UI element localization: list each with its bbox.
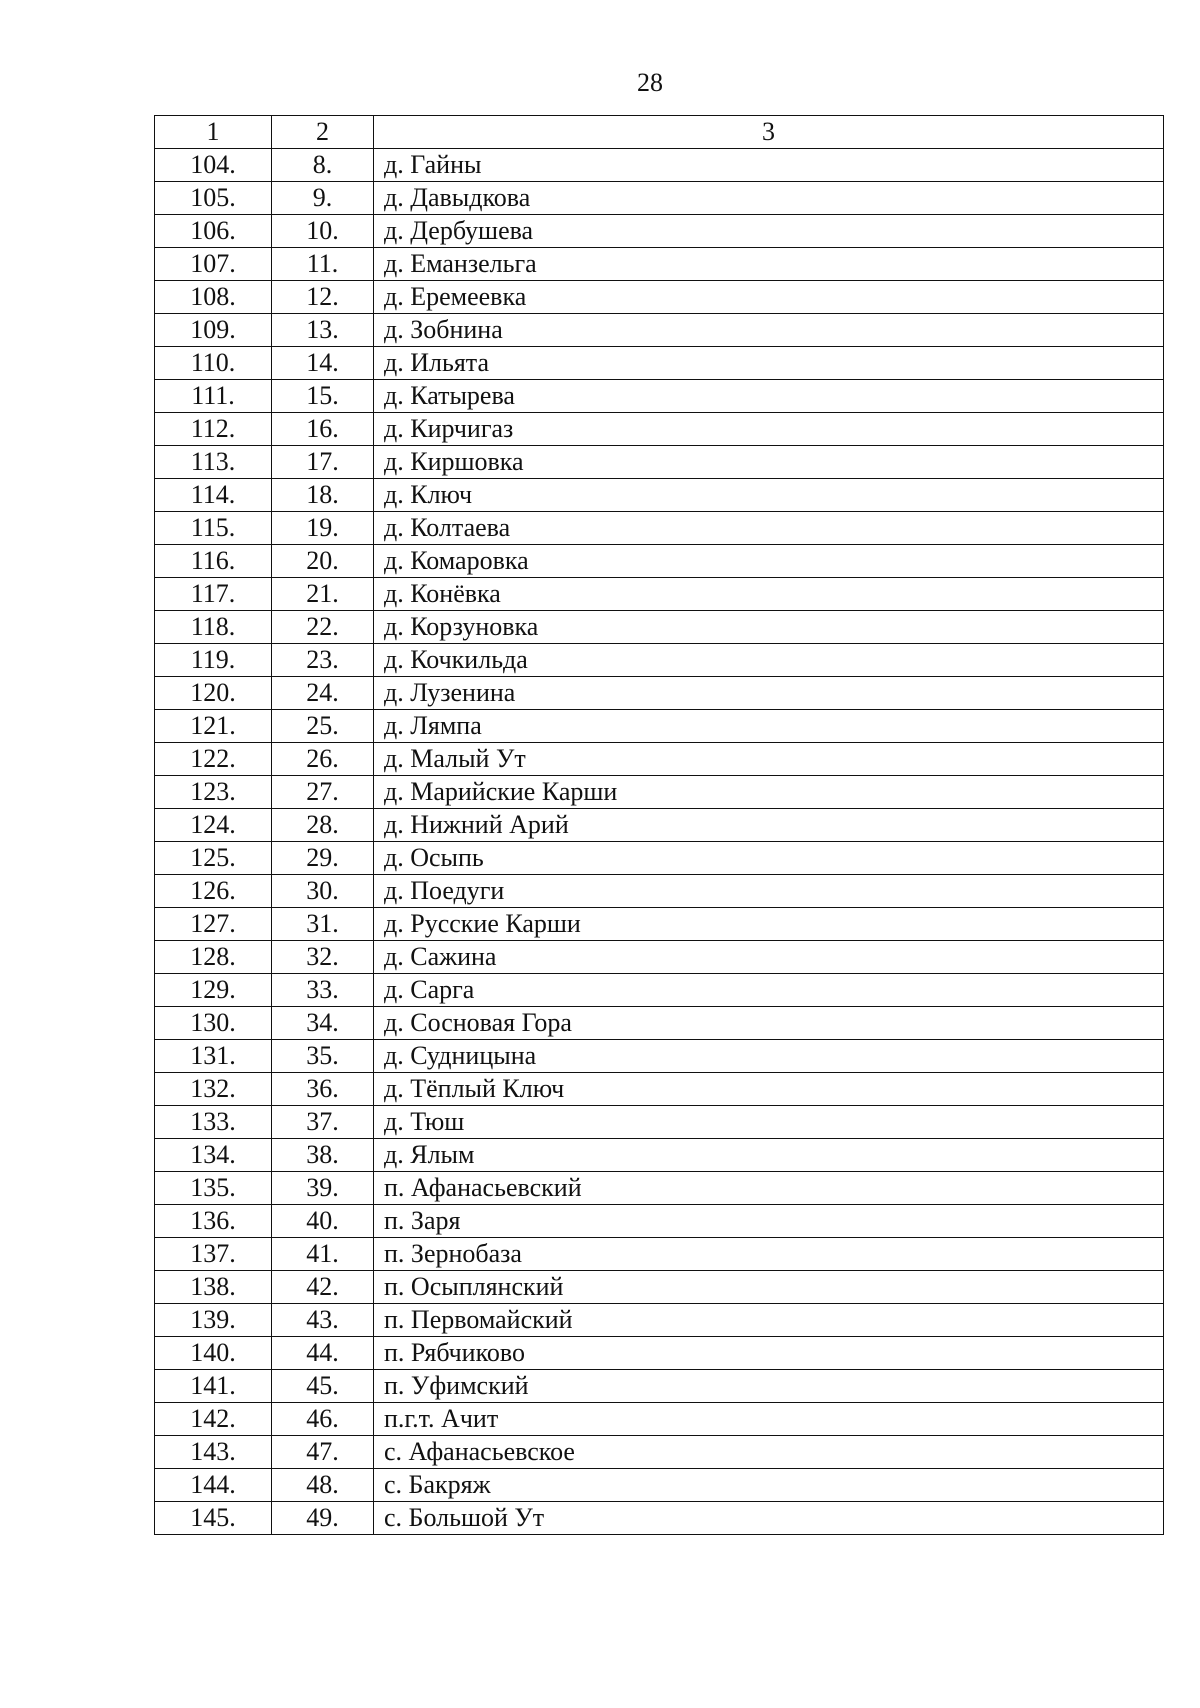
row-number-cell: 119. [155,644,272,677]
sub-number-cell: 36. [272,1073,374,1106]
row-number-cell: 143. [155,1436,272,1469]
table-row [155,1073,1164,1106]
table-row [155,908,1164,941]
settlement-name-cell: д. Судницына [374,1040,1164,1073]
sub-number-cell: 40. [272,1205,374,1238]
row-number-cell: 109. [155,314,272,347]
row-number-cell: 139. [155,1304,272,1337]
table-header-row [155,116,1164,149]
row-number-cell: 116. [155,545,272,578]
table-row [155,1337,1164,1370]
table-body [155,116,1164,1535]
sub-number-cell: 48. [272,1469,374,1502]
sub-number-cell: 17. [272,446,374,479]
table-row [155,743,1164,776]
row-number-cell: 123. [155,776,272,809]
row-number-cell: 107. [155,248,272,281]
sub-number-cell: 24. [272,677,374,710]
table-row [155,1403,1164,1436]
row-number-cell: 144. [155,1469,272,1502]
settlement-name-cell: д. Кирчигаз [374,413,1164,446]
sub-number-cell: 15. [272,380,374,413]
table-row [155,149,1164,182]
row-number-cell: 111. [155,380,272,413]
sub-number-cell: 12. [272,281,374,314]
sub-number-cell: 21. [272,578,374,611]
table-row [155,1238,1164,1271]
row-number-cell: 124. [155,809,272,842]
row-number-cell: 130. [155,1007,272,1040]
table-row [155,644,1164,677]
sub-number-cell: 35. [272,1040,374,1073]
sub-number-cell: 30. [272,875,374,908]
row-number-cell: 117. [155,578,272,611]
row-number-cell: 112. [155,413,272,446]
table-row [155,1007,1164,1040]
settlement-name-cell: с. Большой Ут [374,1502,1164,1535]
settlement-name-cell: д. Нижний Арий [374,809,1164,842]
settlement-name-cell: д. Гайны [374,149,1164,182]
row-number-cell: 114. [155,479,272,512]
sub-number-cell: 47. [272,1436,374,1469]
row-number-cell: 121. [155,710,272,743]
header-cell-1: 1 [155,116,272,149]
sub-number-cell: 44. [272,1337,374,1370]
sub-number-cell: 41. [272,1238,374,1271]
sub-number-cell: 33. [272,974,374,1007]
table-row [155,875,1164,908]
settlement-name-cell: д. Еремеевка [374,281,1164,314]
header-cell-3: 3 [374,116,1164,149]
table-row [155,182,1164,215]
settlement-name-cell: с. Афанасьевское [374,1436,1164,1469]
row-number-cell: 132. [155,1073,272,1106]
sub-number-cell: 38. [272,1139,374,1172]
row-number-cell: 145. [155,1502,272,1535]
row-number-cell: 125. [155,842,272,875]
settlement-name-cell: п. Уфимский [374,1370,1164,1403]
table-row [155,314,1164,347]
settlement-name-cell: д. Киршовка [374,446,1164,479]
table-row [155,281,1164,314]
table-row [155,215,1164,248]
table-row [155,1271,1164,1304]
table-row [155,380,1164,413]
sub-number-cell: 39. [272,1172,374,1205]
sub-number-cell: 29. [272,842,374,875]
settlement-name-cell: п. Зернобаза [374,1238,1164,1271]
row-number-cell: 105. [155,182,272,215]
settlement-name-cell: д. Тюш [374,1106,1164,1139]
settlement-name-cell: с. Бакряж [374,1469,1164,1502]
row-number-cell: 110. [155,347,272,380]
table-row [155,479,1164,512]
row-number-cell: 104. [155,149,272,182]
table-row [155,710,1164,743]
sub-number-cell: 14. [272,347,374,380]
row-number-cell: 134. [155,1139,272,1172]
settlement-name-cell: д. Зобнина [374,314,1164,347]
row-number-cell: 106. [155,215,272,248]
sub-number-cell: 37. [272,1106,374,1139]
table-row [155,1172,1164,1205]
settlement-name-cell: д. Дербушева [374,215,1164,248]
table-row [155,1205,1164,1238]
table-row [155,809,1164,842]
sub-number-cell: 20. [272,545,374,578]
sub-number-cell: 46. [272,1403,374,1436]
header-cell-2: 2 [272,116,374,149]
row-number-cell: 136. [155,1205,272,1238]
table-row [155,1436,1164,1469]
table-row [155,842,1164,875]
settlement-name-cell: д. Ключ [374,479,1164,512]
settlement-name-cell: д. Сарга [374,974,1164,1007]
row-number-cell: 140. [155,1337,272,1370]
table-row [155,611,1164,644]
settlement-name-cell: д. Лузенина [374,677,1164,710]
sub-number-cell: 23. [272,644,374,677]
table-row [155,578,1164,611]
settlement-name-cell: д. Ялым [374,1139,1164,1172]
settlement-name-cell: п. Рябчиково [374,1337,1164,1370]
row-number-cell: 137. [155,1238,272,1271]
row-number-cell: 141. [155,1370,272,1403]
table-row [155,413,1164,446]
settlement-name-cell: д. Тёплый Ключ [374,1073,1164,1106]
row-number-cell: 118. [155,611,272,644]
row-number-cell: 113. [155,446,272,479]
row-number-cell: 142. [155,1403,272,1436]
table-row [155,1370,1164,1403]
row-number-cell: 131. [155,1040,272,1073]
sub-number-cell: 26. [272,743,374,776]
table-row [155,941,1164,974]
sub-number-cell: 9. [272,182,374,215]
settlement-name-cell: д. Конёвка [374,578,1164,611]
row-number-cell: 126. [155,875,272,908]
row-number-cell: 122. [155,743,272,776]
sub-number-cell: 43. [272,1304,374,1337]
table-row [155,776,1164,809]
table-row [155,446,1164,479]
row-number-cell: 120. [155,677,272,710]
sub-number-cell: 49. [272,1502,374,1535]
settlement-name-cell: д. Сосновая Гора [374,1007,1164,1040]
sub-number-cell: 16. [272,413,374,446]
sub-number-cell: 34. [272,1007,374,1040]
sub-number-cell: 13. [272,314,374,347]
table-row [155,677,1164,710]
table-row [155,545,1164,578]
settlements-table [154,115,1164,1535]
table-row [155,248,1164,281]
table-row [155,1469,1164,1502]
sub-number-cell: 25. [272,710,374,743]
settlement-name-cell: д. Ильята [374,347,1164,380]
table-row [155,1139,1164,1172]
table-row [155,974,1164,1007]
settlement-name-cell: п.г.т. Ачит [374,1403,1164,1436]
sub-number-cell: 8. [272,149,374,182]
settlement-name-cell: д. Марийские Карши [374,776,1164,809]
row-number-cell: 133. [155,1106,272,1139]
row-number-cell: 127. [155,908,272,941]
row-number-cell: 138. [155,1271,272,1304]
settlement-name-cell: д. Колтаева [374,512,1164,545]
settlement-name-cell: д. Лямпа [374,710,1164,743]
settlement-name-cell: д. Малый Ут [374,743,1164,776]
sub-number-cell: 19. [272,512,374,545]
sub-number-cell: 18. [272,479,374,512]
table-row [155,347,1164,380]
settlement-name-cell: д. Еманзельга [374,248,1164,281]
settlement-name-cell: д. Комаровка [374,545,1164,578]
settlement-name-cell: д. Сажина [374,941,1164,974]
settlement-name-cell: д. Русские Карши [374,908,1164,941]
row-number-cell: 129. [155,974,272,1007]
sub-number-cell: 27. [272,776,374,809]
settlement-name-cell: д. Корзуновка [374,611,1164,644]
table-row [155,1502,1164,1535]
sub-number-cell: 45. [272,1370,374,1403]
settlement-name-cell: д. Катырева [374,380,1164,413]
row-number-cell: 108. [155,281,272,314]
sub-number-cell: 11. [272,248,374,281]
settlement-name-cell: п. Первомайский [374,1304,1164,1337]
table-row [155,512,1164,545]
sub-number-cell: 42. [272,1271,374,1304]
settlement-name-cell: п. Афанасьевский [374,1172,1164,1205]
settlement-name-cell: п. Заря [374,1205,1164,1238]
sub-number-cell: 22. [272,611,374,644]
row-number-cell: 135. [155,1172,272,1205]
settlement-name-cell: д. Осыпь [374,842,1164,875]
page-number: 28 [637,68,663,97]
settlement-name-cell: д. Поедуги [374,875,1164,908]
row-number-cell: 115. [155,512,272,545]
table-row [155,1040,1164,1073]
table-row [155,1304,1164,1337]
settlement-name-cell: д. Кочкильда [374,644,1164,677]
settlement-name-cell: д. Давыдкова [374,182,1164,215]
sub-number-cell: 10. [272,215,374,248]
sub-number-cell: 28. [272,809,374,842]
table-row [155,1106,1164,1139]
sub-number-cell: 31. [272,908,374,941]
settlement-name-cell: п. Осыплянский [374,1271,1164,1304]
sub-number-cell: 32. [272,941,374,974]
row-number-cell: 128. [155,941,272,974]
